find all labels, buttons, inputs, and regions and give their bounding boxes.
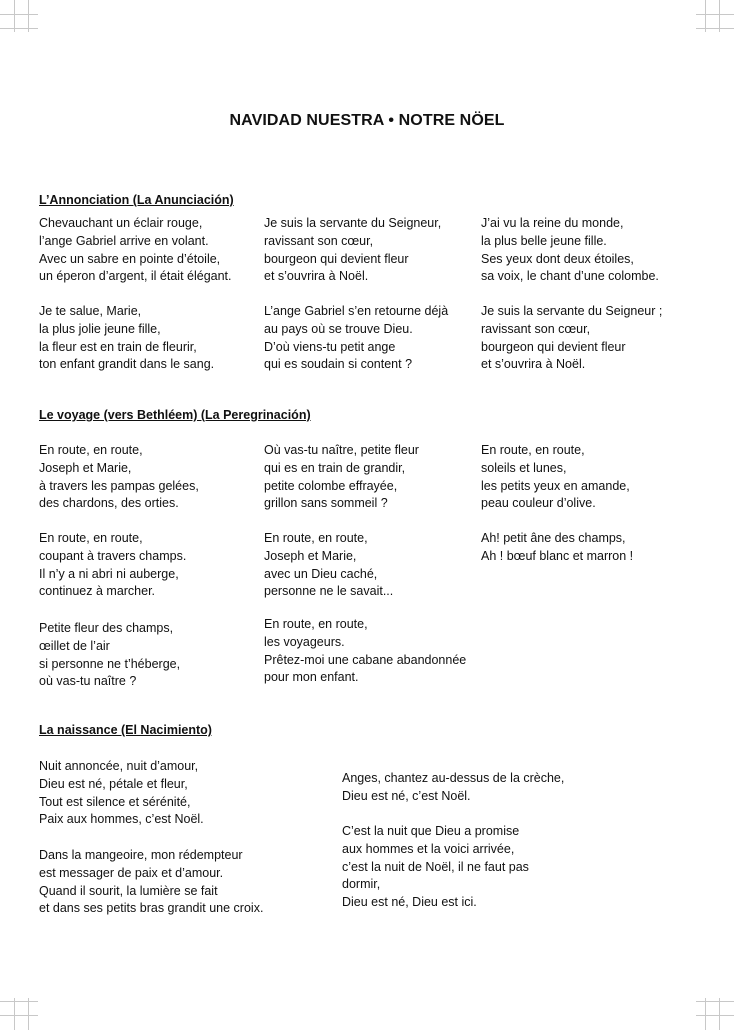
stanza: En route, en route, Joseph et Marie, à travers les pampas gelées, des chardons, des orties. (39, 443, 199, 511)
stanza: Petite fleur des champs, œillet de l’air si personne ne t’héberge, où vas-tu naître ? (39, 621, 181, 689)
section-heading-annonciation: L’Annonciation (La Anunciación) (39, 193, 234, 207)
section-heading-voyage: Le voyage (vers Bethléem) (La Peregrinación) (39, 408, 311, 422)
stanza: En route, en route, soleils et lunes, les petits yeux en amande, peau couleur d’olive. (481, 443, 630, 511)
stanza: C’est la nuit que Dieu a promise aux hommes et la voici arrivée, c’est la nuit de Noël, il ne faut pas dormir, Dieu est né, Dieu est ici. (342, 824, 529, 910)
stanza: L’ange Gabriel s’en retourne déjà au pays où se trouve Dieu. D’où viens-tu petit ange qui es soudain si content ? (264, 304, 449, 372)
stanza: Je te salue, Marie, la plus jolie jeune fille, la fleur est en train de fleurir, ton enfant grandit dans le sang. (39, 304, 215, 372)
stanza: Où vas-tu naître, petite fleur qui es en train de grandir, petite colombe effrayée, grillon sans sommeil ? (264, 443, 419, 511)
page-title: NAVIDAD NUESTRA • NOTRE NÖEL (229, 112, 505, 129)
stanza: J’ai vu la reine du monde, la plus belle jeune fille. Ses yeux dont deux étoiles, sa voix, le chant d’une colombe. (481, 216, 659, 284)
stanza: Dans la mangeoire, mon rédempteur est messager de paix et d’amour. Quand il sourit, la lumière se fait et dans ses petits bras grandit une croix. (39, 848, 264, 916)
stanza: Je suis la servante du Seigneur, ravissant son cœur, bourgeon qui devient fleur et s’ouvrira à Noël. (264, 216, 442, 284)
stanza: Nuit annoncée, nuit d’amour, Dieu est né, pétale et fleur, Tout est silence et sérénité, Paix aux hommes, c’est Noël. (39, 759, 204, 827)
stanza: En route, en route, Joseph et Marie, avec un Dieu caché, personne ne le savait... (264, 531, 394, 599)
stanza: Ah! petit âne des champs, Ah ! bœuf blanc et marron ! (481, 531, 634, 563)
stanza: Chevauchant un éclair rouge, l’ange Gabriel arrive en volant. Avec un sabre en pointe d’étoile, un éperon d’argent, il était élégant. (39, 216, 232, 284)
section-heading-naissance: La naissance (El Nacimiento) (39, 723, 212, 737)
stanza: Je suis la servante du Seigneur ; ravissant son cœur, bourgeon qui devient fleur et s’ouvrira à Noël. (481, 304, 663, 372)
stanza: En route, en route, les voyageurs. Prêtez-moi une cabane abandonnée pour mon enfant. (264, 617, 467, 685)
stanza: En route, en route, coupant à travers champs. Il n’y a ni abri ni auberge, continuez à marcher. (39, 531, 187, 599)
stanza: Anges, chantez au-dessus de la crèche, Dieu est né, c’est Noël. (342, 771, 565, 803)
